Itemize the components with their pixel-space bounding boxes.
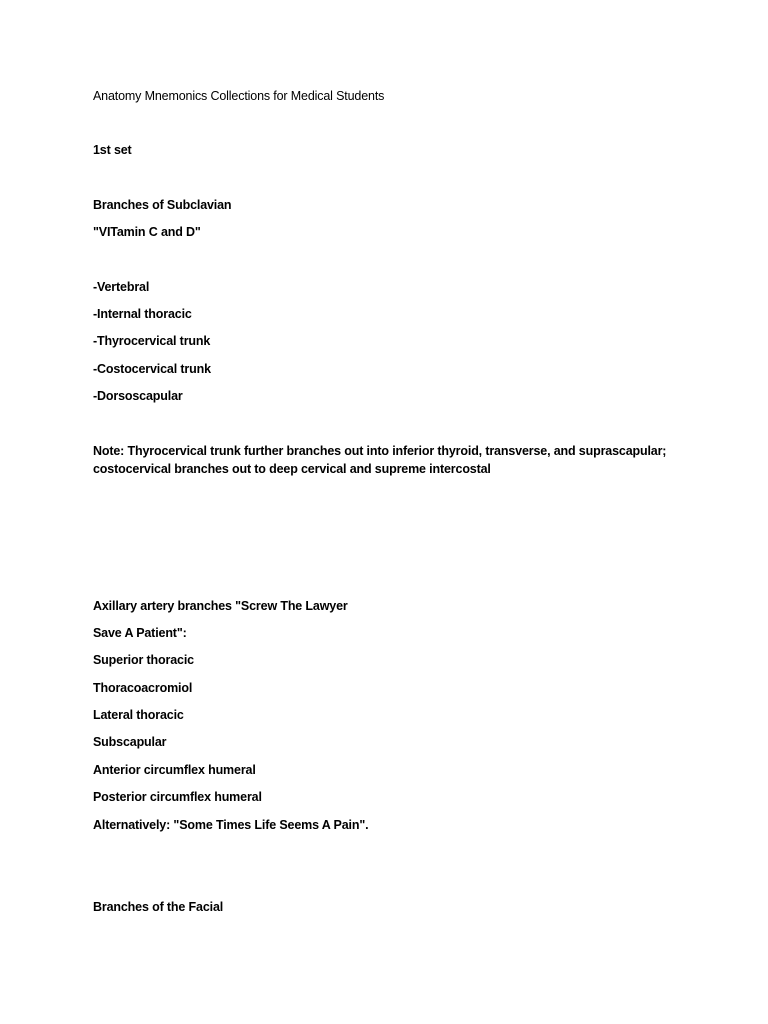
- list-item: -Vertebral: [93, 280, 150, 294]
- list-item: Anterior circumflex humeral: [93, 763, 256, 777]
- axillary-heading-line2: Save A Patient":: [93, 626, 187, 640]
- subclavian-heading: Branches of Subclavian: [93, 198, 232, 212]
- document-title: Anatomy Mnemonics Collections for Medical Students: [93, 89, 385, 103]
- list-item: Thoracoacromiol: [93, 681, 193, 695]
- subclavian-note: Note: Thyrocervical trunk further branches out into inferior thyroid, transverse, and suprascapular; costocervical branches out to deep cervical and supreme intercostal: [93, 444, 667, 476]
- axillary-heading-line1: Axillary artery branches "Screw The Lawyer: [93, 599, 348, 613]
- axillary-alternative: Alternatively: "Some Times Life Seems A Pain".: [93, 818, 369, 832]
- set-heading: 1st set: [93, 143, 132, 157]
- list-item: -Dorsoscapular: [93, 389, 183, 403]
- subclavian-mnemonic: "VITamin C and D": [93, 225, 201, 239]
- list-item: -Internal thoracic: [93, 307, 192, 321]
- list-item: Posterior circumflex humeral: [93, 790, 262, 804]
- list-item: Lateral thoracic: [93, 708, 184, 722]
- facial-heading: Branches of the Facial: [93, 900, 224, 914]
- list-item: -Costocervical trunk: [93, 362, 211, 376]
- list-item: Subscapular: [93, 735, 167, 749]
- list-item: Superior thoracic: [93, 653, 194, 667]
- list-item: -Thyrocervical trunk: [93, 334, 211, 348]
